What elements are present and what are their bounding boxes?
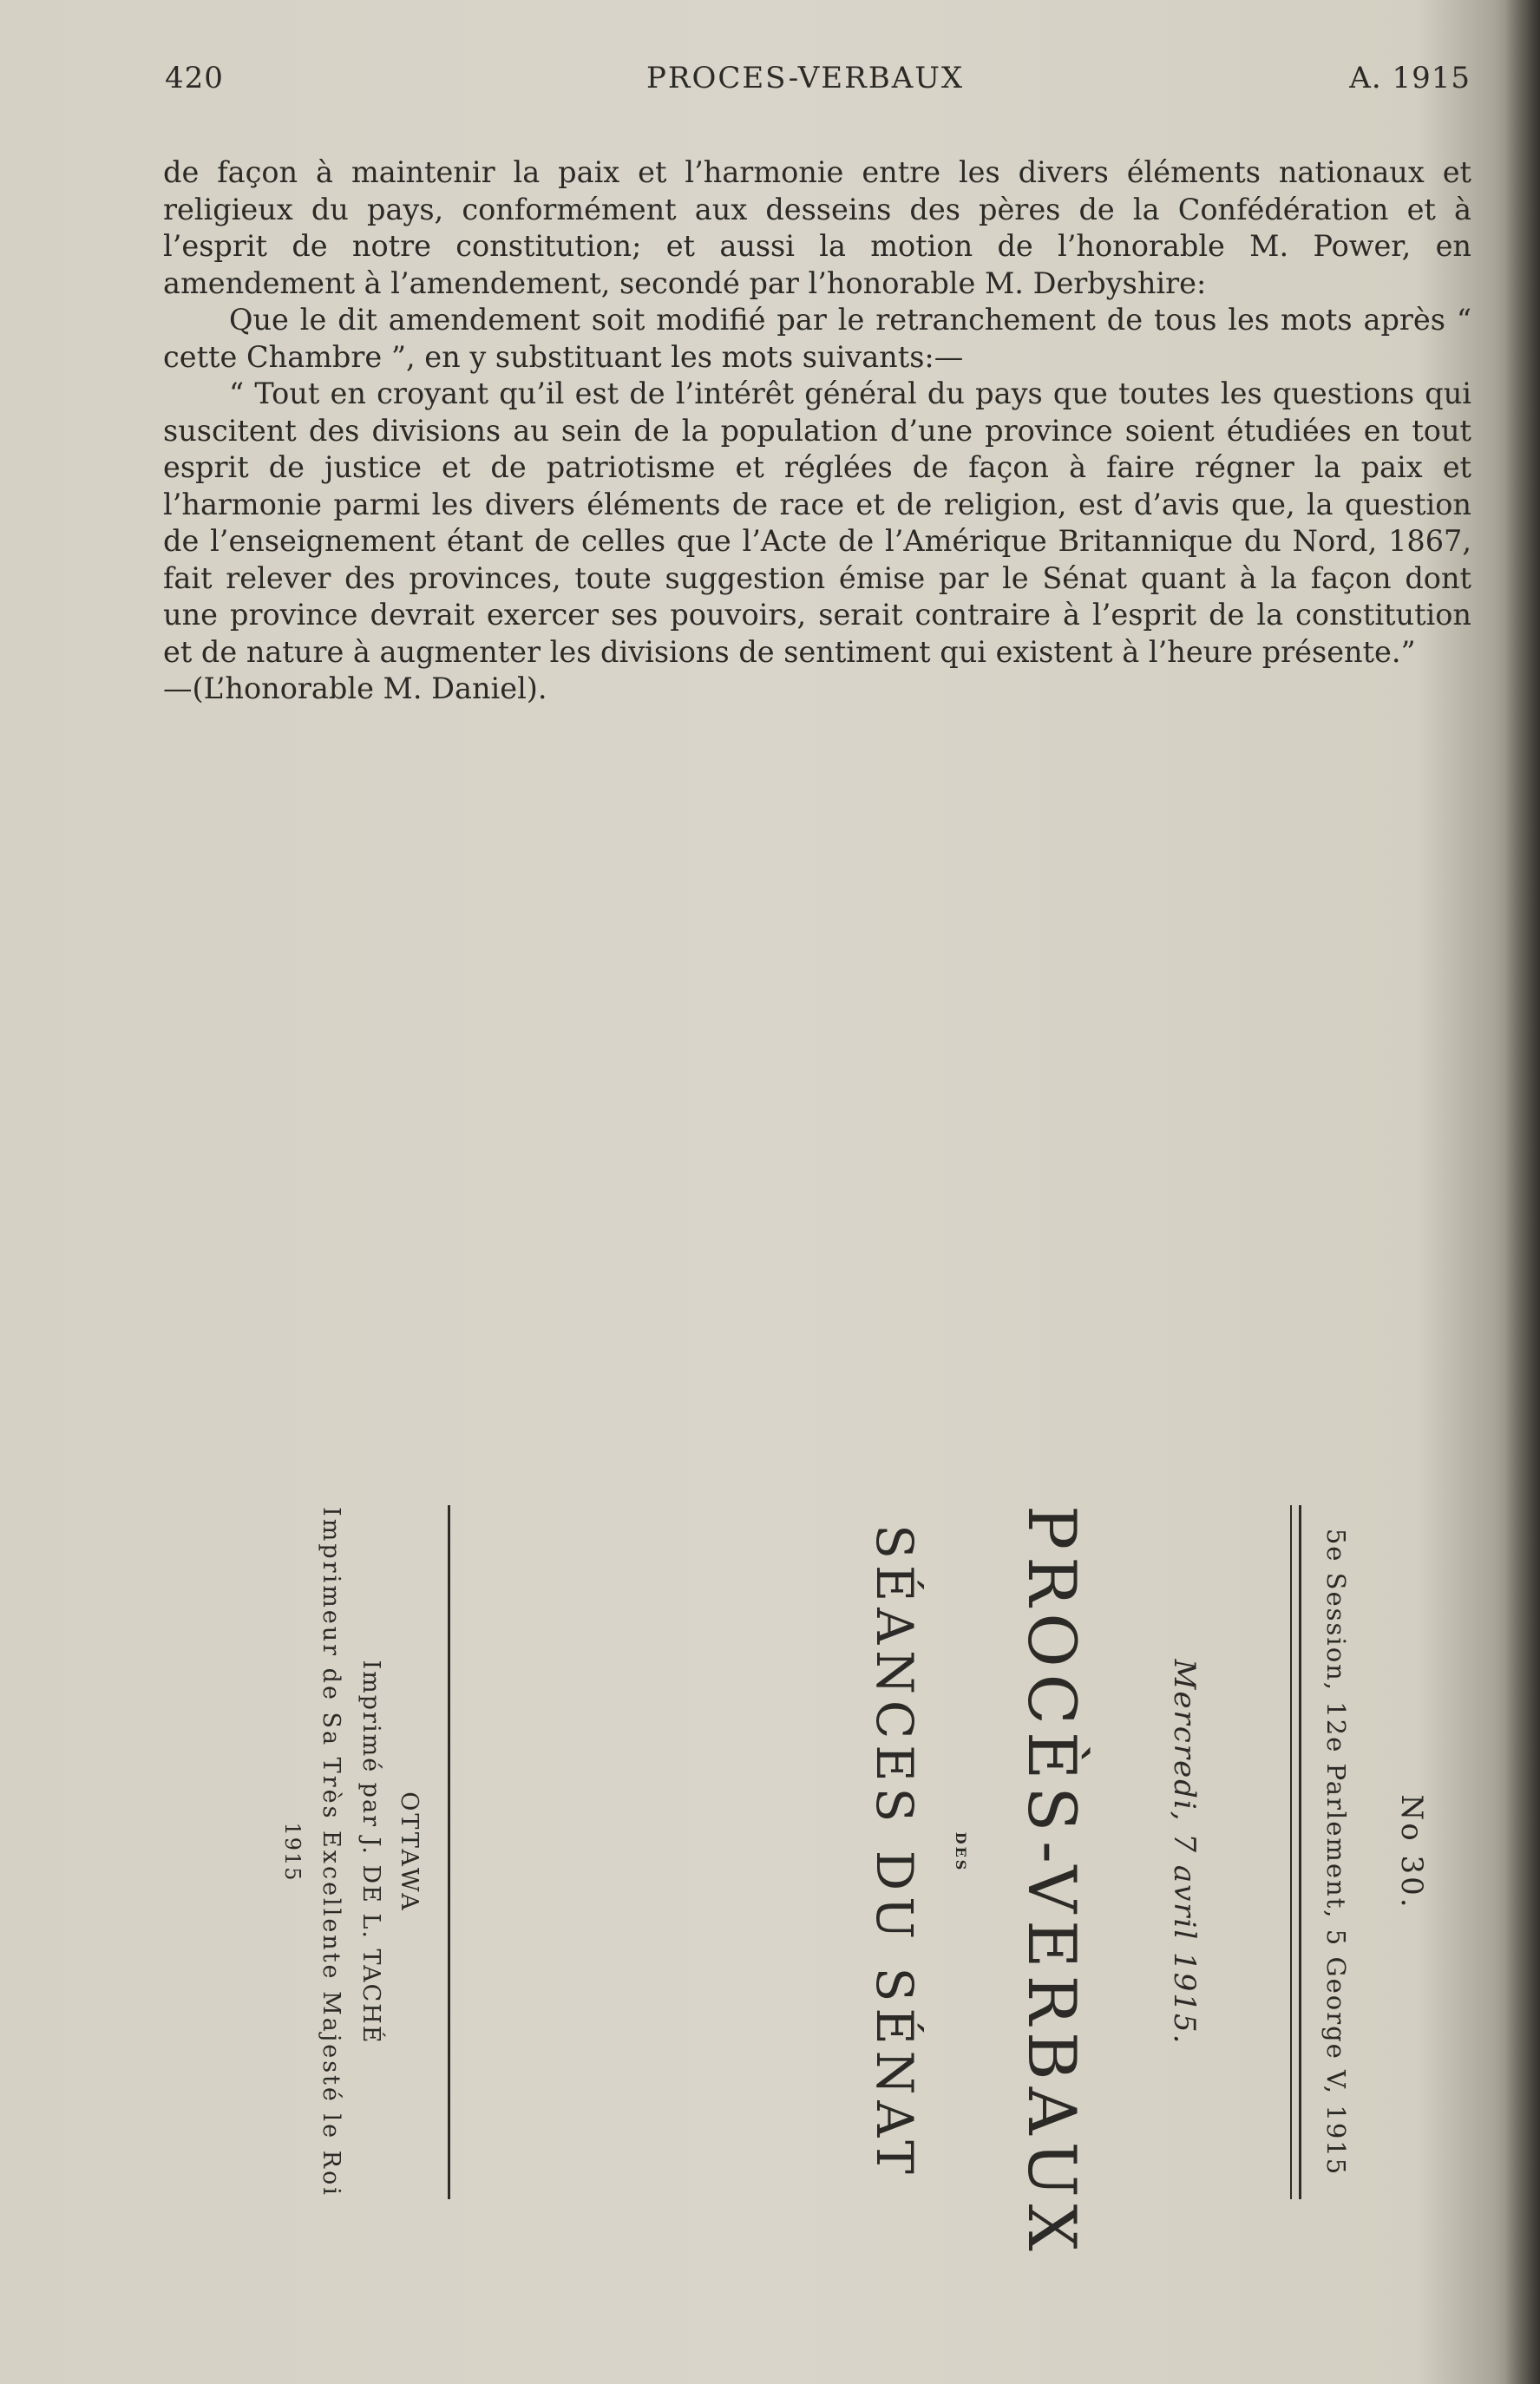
title-subtitle: SÉANCES DU SÉNAT — [865, 1524, 924, 2180]
paragraph-motion: de façon à maintenir la paix et l’harmonie entre les divers éléments nationaux et religieux du pays, conformément aux desseins des pères de la Confédération et à l’esprit de notre constitution; et aussi la motion de l’honorable M. Power, en amendement à l’amendement, secondé par l’honorable M. Derbyshire: — [163, 155, 1471, 300]
running-header — [165, 61, 1471, 104]
imprint-printer: Imprimé par J. DE L. TACHÉ — [357, 1660, 384, 2045]
title-connector: DES — [953, 1831, 969, 1873]
session-date: Mercredi, 7 avril 1915. — [1167, 1659, 1202, 2046]
body-text — [163, 154, 1471, 708]
main-title: PROCÈS-VERBAUX — [1013, 1505, 1091, 2258]
paragraph-attribution: —(L’honorable M. Daniel). — [163, 671, 547, 705]
rotated-title-content — [161, 1505, 1479, 2258]
paragraph-quote: “ Tout en croyant qu’il est de l’intérêt général du pays que toutes les questions qui suscitent des divisions au sein de la population d’une province soient étudiées en tout esprit de justice et de patriotisme et réglées de façon à faire régner la paix et l’harmonie parmi les divers éléments de race et de religion, est d’avis que, la question de l’enseignement étant de celles que l’Acte de l’Amérique Britannique du Nord, 1867, fait relever des provinces, toute suggestion émise par le Sénat quant à la façon dont une province devrait exercer ses pouvoirs, serait contraire à l’esprit de la constitution et de nature à augmenter les divisions de sentiment qui existent à l’heure présente.” — [163, 377, 1471, 669]
running-year: A. 1915 — [1349, 61, 1471, 95]
imprint-city: OTTAWA — [396, 1791, 423, 1913]
single-rule — [448, 1505, 450, 2199]
paragraph-amendment: Que le dit amendement soit modifié par le retranchement de tous les mots après “ cette Chambre ”, en y substituant les mots suivants:— — [163, 303, 1471, 374]
imprint-year: 1915 — [280, 1822, 305, 1883]
session-line: 5e Session, 12e Parlement, 5 George V, 1915 — [1321, 1528, 1351, 2177]
rotated-title-page — [161, 1505, 1479, 2258]
page-edge-shadow — [1505, 0, 1540, 2384]
running-title: PROCES-VERBAUX — [646, 61, 965, 95]
issue-number: No 30. — [1394, 1794, 1429, 1910]
imprint-royal: Imprimeur de Sa Très Excellente Majesté le Roi — [318, 1507, 344, 2197]
page-number: 420 — [165, 61, 224, 95]
double-rule — [1290, 1505, 1301, 2199]
